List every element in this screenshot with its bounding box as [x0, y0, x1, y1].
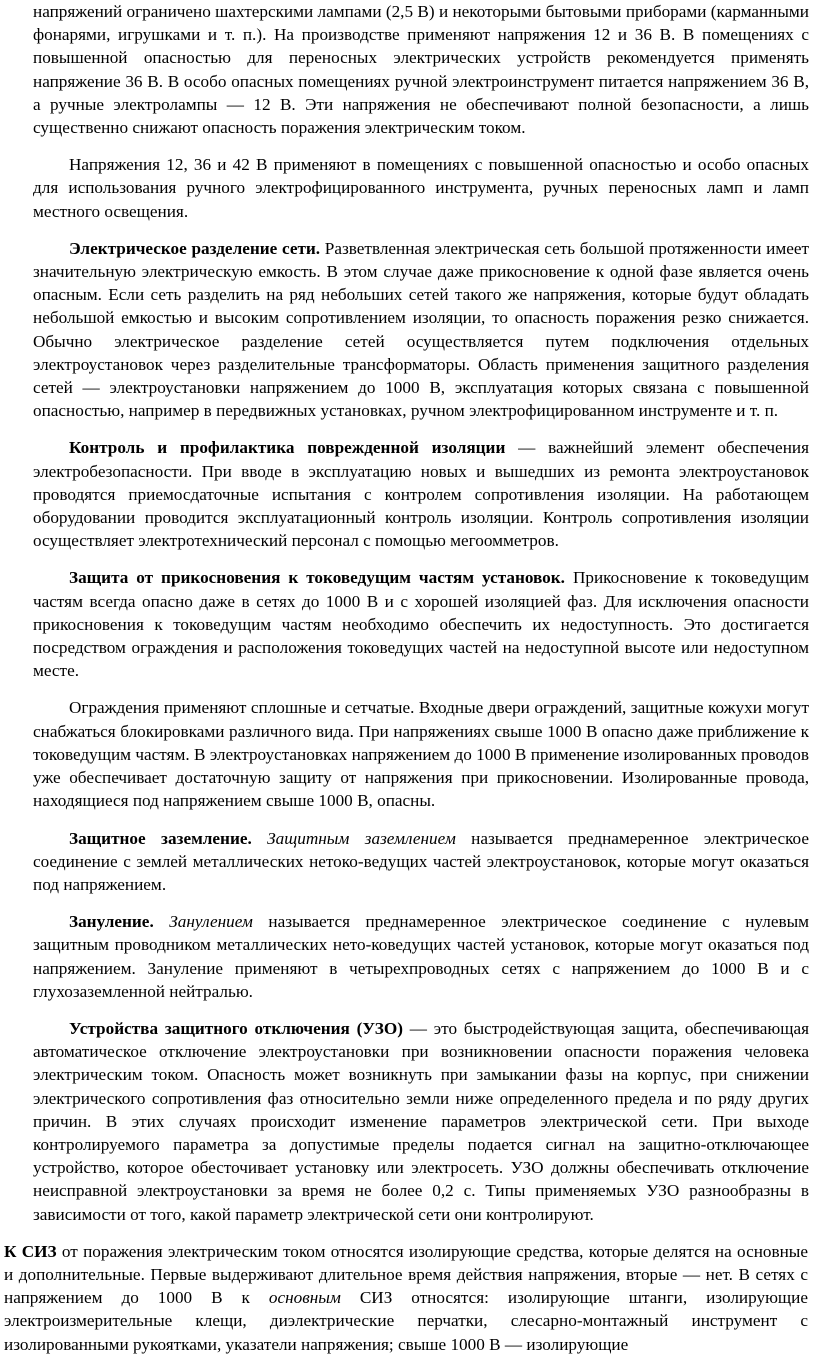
paragraph-ppe	[4, 1240, 808, 1356]
section-heading: Зануление.	[69, 912, 154, 932]
paragraph-text: Ограждения применяют сплошные и сетчатые. Входные двери ограждений, защитные кожухи могут снабжаться блокировками различного вида. При напряжениях свыше 1000 В опасно даже приближение к токоведущим частям. В электроустановках напряжением до 1000 В применение изолированных проводов уже обеспечивает достаточную защиту от напряжения при прикосновении. Изолированные провода, находящиеся под напряжением свыше 1000 В, опасны.	[33, 698, 809, 811]
section-heading: Контроль и профилактика поврежденной изоляции	[69, 438, 506, 458]
section-heading: К СИЗ	[4, 1241, 57, 1261]
paragraph-text: Прикосновение к токоведущим частям всегда опасно даже в сетях до 1000 В и с хорошей изоляцией фаз. Для исключения опасности прикосновения к токоведущим частям необходимо обеспечить их недоступность. Это достигается посредством ограждения и расположения токоведущих частей на недоступной высоте или недоступном месте.	[33, 568, 810, 681]
section-heading: Устройства защитного отключения (УЗО)	[69, 1018, 403, 1038]
paragraph-text: — это быстродействующая защита, обеспечивающая автоматическое отключение электроустановки при возникновении опасности поражения человека электрическим током. Опасность может возникнуть при замыкании фазы на корпус, при снижении электрического сопротивления фаз относительно земли ниже определенного предела и по ряду других причин. В этих случаях происходит изменение параметров электрической сети. При выходе контролируемого параметра за допустимые пределы подается сигнал на защитно-отключающее устройство, которое обесточивает установку или электросеть. УЗО должны обеспечивать отключение неисправной электроустановки за время не более 0,2 с. Типы применяемых УЗО разнообразны в зависимости от того, какой параметр электрической сети они контролируют.	[33, 1018, 809, 1224]
italic-term: Защитным заземлением	[267, 828, 456, 848]
paragraph-text: — важнейший элемент обеспечения электробезопасности. При вводе в эксплуатацию новых и вышедших из ремонта электроустановок проводятся приемосдаточные испытания с контролем сопротивления изоляции. На работающем оборудовании проводится эксплуатационный контроль изоляции. Контроль сопротивления изоляции осуществляет электротехнический персонал с помощью мегоомметров.	[33, 438, 809, 551]
paragraph-insulation-control	[33, 436, 809, 552]
section-heading: Защитное заземление.	[69, 828, 252, 848]
paragraph-text: называется преднамеренное электрическое соединение с землей металлических нетоко-ведущих частей электроустановок, которые могут оказаться под напряжением.	[33, 828, 809, 894]
paragraph-protective-grounding	[33, 827, 809, 897]
paragraph-safe-voltages	[33, 0, 809, 139]
section-heading: Защита от прикосновения к токоведущим частям установок.	[69, 568, 565, 588]
paragraph-enclosures	[33, 696, 809, 812]
paragraph-text: называется преднамеренное электрическое соединение с нулевым защитным проводником металлических нето-коведущих частей установок, которые могут оказаться под напряжением. Зануление применяют в четырехпроводных сетях с напряжением до 1000 В и с глухозаземленной нейтралью.	[33, 912, 810, 1001]
italic-term: Занулением	[169, 912, 253, 932]
document-page	[4, 0, 810, 1370]
paragraph-voltage-use	[33, 153, 809, 223]
paragraph-neutral-bonding	[33, 910, 809, 1003]
paragraph-text: СИЗ относятся: изолирующие штанги, изолирующие электроизмерительные клещи, диэлектрические перчатки, слесарно-монтажный инструмент с изолированными рукоятками, указатели напряжения; свыше 1000 В — изолирующие	[4, 1288, 808, 1354]
paragraph-network-separation	[33, 237, 809, 423]
paragraph-rcd	[33, 1017, 809, 1226]
paragraph-text: напряжений ограничено шахтерскими лампами (2,5 В) и некоторыми бытовыми приборами (карманными фонарями, игрушками и т. п.). На производстве применяют напряжения 12 и 36 В. В помещениях с повышенной опасностью для переносных электрических устройств рекомендуется применять напряжение 36 В. В особо опасных помещениях ручной электроинструмент питается напряжением 36 В, а ручные электролампы — 12 В. Эти напряжения не обеспечивают полной безопасности, а лишь существенно снижают опасность поражения электрическим током.	[33, 2, 809, 138]
paragraph-text: от поражения электрическим током относятся изолирующие средства, которые делятся на основные и дополнительные. Первые выдерживают длительное время действия напряжения, вторые — нет. В сетях с напряжением до 1000 В к	[4, 1241, 808, 1308]
paragraph-text: Разветвленная электрическая сеть большой протяженности имеет значительную электрическую емкость. В этом случае даже прикосновение к одной фазе является очень опасным. Если сеть разделить на ряд небольших сетей такого же напряжения, которые будут обладать небольшой емкостью и высоким сопротивлением изоляции, то опасность поражения резко снижается. Обычно электрическое разделение сетей осуществляется путем подключения отдельных электроустановок через разделительные трансформаторы. Область применения защитного разделения сетей — электроустановки напряжением до 1000 В, эксплуатация которых связана с повышенной опасностью, например в передвижных установках, ручном электрофицированном инструменте и т. п.	[33, 238, 809, 421]
paragraph-text: Напряжения 12, 36 и 42 В применяют в помещениях с повышенной опасностью и особо опасных для использования ручного электрофицированного инструмента, ручных переносных ламп и ламп местного освещения.	[33, 155, 809, 221]
italic-term: основным	[268, 1288, 341, 1308]
paragraph-contact-protection	[33, 566, 809, 682]
section-heading: Электрическое разделение сети.	[69, 238, 321, 258]
